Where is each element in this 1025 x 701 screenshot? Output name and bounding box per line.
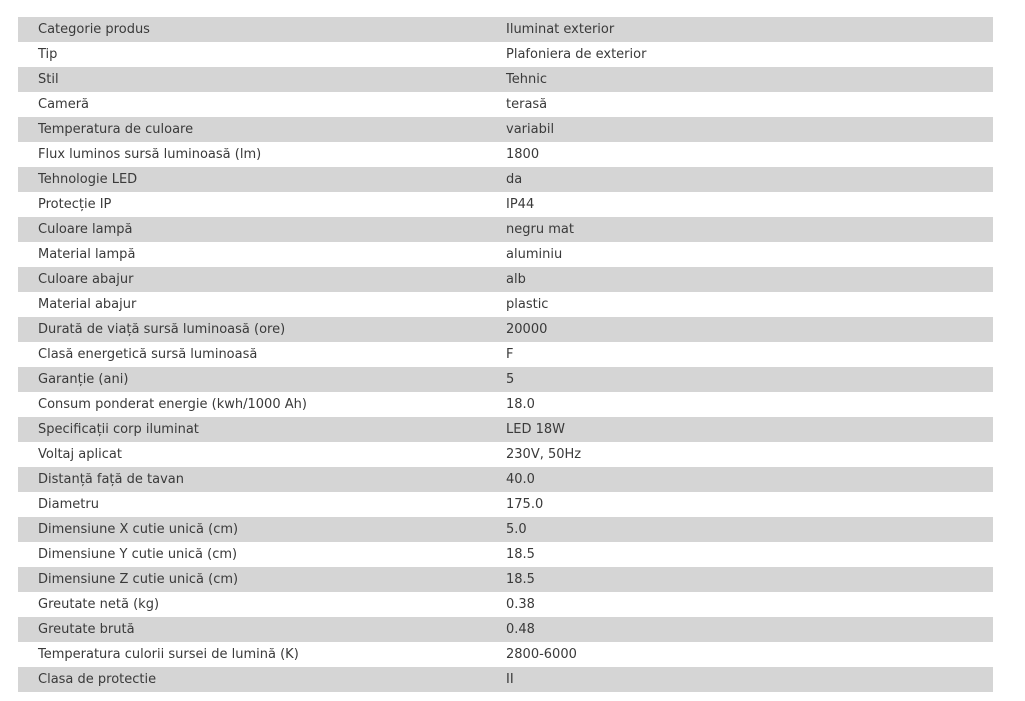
spec-label: Garanție (ani) bbox=[38, 372, 129, 387]
spec-row bbox=[18, 367, 993, 392]
spec-label: Greutate netă (kg) bbox=[38, 597, 160, 612]
spec-row bbox=[18, 342, 993, 367]
spec-label: Distanță față de tavan bbox=[38, 472, 184, 487]
spec-row bbox=[18, 167, 993, 192]
spec-row bbox=[18, 267, 993, 292]
spec-label: Clasa de protectie bbox=[38, 672, 157, 687]
spec-label: Specificații corp iluminat bbox=[38, 422, 199, 437]
spec-value: negru mat bbox=[506, 222, 574, 237]
spec-value: terasă bbox=[506, 97, 548, 112]
spec-value: variabil bbox=[506, 122, 555, 137]
spec-row bbox=[18, 542, 993, 567]
spec-row bbox=[18, 467, 993, 492]
spec-row bbox=[18, 117, 993, 142]
spec-label: Voltaj aplicat bbox=[38, 447, 122, 462]
spec-value: F bbox=[506, 347, 514, 362]
spec-value: alb bbox=[506, 272, 526, 287]
spec-row bbox=[18, 567, 993, 592]
spec-label: Dimensiune X cutie unică (cm) bbox=[38, 522, 239, 537]
spec-label: Stil bbox=[38, 72, 59, 87]
spec-value: LED 18W bbox=[506, 422, 565, 437]
spec-row bbox=[18, 317, 993, 342]
spec-value: 1800 bbox=[506, 147, 540, 162]
spec-label: Material lampă bbox=[38, 247, 136, 262]
spec-row bbox=[18, 242, 993, 267]
spec-row bbox=[18, 192, 993, 217]
spec-row bbox=[18, 142, 993, 167]
spec-value: 0.48 bbox=[506, 622, 535, 637]
spec-label: Flux luminos sursă luminoasă (lm) bbox=[38, 147, 262, 162]
spec-row bbox=[18, 592, 993, 617]
spec-label: Tip bbox=[38, 47, 58, 62]
spec-row bbox=[18, 42, 993, 67]
spec-label: Dimensiune Z cutie unică (cm) bbox=[38, 572, 239, 587]
spec-value: 0.38 bbox=[506, 597, 535, 612]
spec-label: Temperatura de culoare bbox=[38, 122, 194, 137]
spec-label: Diametru bbox=[38, 497, 99, 512]
spec-value: II bbox=[506, 672, 514, 687]
spec-label: Tehnologie LED bbox=[38, 172, 138, 187]
spec-value: 5.0 bbox=[506, 522, 527, 537]
spec-value: Plafoniera de exterior bbox=[506, 47, 647, 62]
spec-row bbox=[18, 392, 993, 417]
spec-row bbox=[18, 517, 993, 542]
spec-label: Material abajur bbox=[38, 297, 137, 312]
spec-label: Durată de viață sursă luminoasă (ore) bbox=[38, 322, 286, 337]
spec-value: 230V, 50Hz bbox=[506, 447, 582, 462]
spec-row bbox=[18, 642, 993, 667]
spec-label: Clasă energetică sursă luminoasă bbox=[38, 347, 258, 362]
spec-value: IP44 bbox=[506, 197, 535, 212]
spec-row bbox=[18, 217, 993, 242]
spec-label: Categorie produs bbox=[38, 22, 150, 37]
product-spec-table bbox=[18, 17, 993, 692]
spec-value: 18.5 bbox=[506, 572, 535, 587]
spec-value: 175.0 bbox=[506, 497, 544, 512]
spec-label: Culoare lampă bbox=[38, 222, 133, 237]
spec-value: 18.5 bbox=[506, 547, 535, 562]
spec-row bbox=[18, 492, 993, 517]
spec-label: Cameră bbox=[38, 97, 90, 112]
spec-value: Tehnic bbox=[506, 72, 547, 87]
spec-label: Greutate brută bbox=[38, 622, 135, 637]
spec-label: Culoare abajur bbox=[38, 272, 134, 287]
spec-label: Dimensiune Y cutie unică (cm) bbox=[38, 547, 238, 562]
spec-row bbox=[18, 617, 993, 642]
spec-value: 40.0 bbox=[506, 472, 535, 487]
spec-value: plastic bbox=[506, 297, 549, 312]
spec-row bbox=[18, 17, 993, 42]
spec-row bbox=[18, 667, 993, 692]
spec-row bbox=[18, 67, 993, 92]
spec-value: 5 bbox=[506, 372, 515, 387]
spec-value: aluminiu bbox=[506, 247, 563, 262]
spec-label: Protecție IP bbox=[38, 197, 112, 212]
spec-value: 18.0 bbox=[506, 397, 535, 412]
spec-value: 2800-6000 bbox=[506, 647, 577, 662]
spec-value: 20000 bbox=[506, 322, 548, 337]
spec-label: Consum ponderat energie (kwh/1000 Ah) bbox=[38, 397, 307, 412]
spec-row bbox=[18, 442, 993, 467]
spec-row bbox=[18, 292, 993, 317]
spec-value: da bbox=[506, 172, 523, 187]
spec-label: Temperatura culorii sursei de lumină (K) bbox=[38, 647, 299, 662]
spec-row bbox=[18, 417, 993, 442]
spec-value: Iluminat exterior bbox=[506, 22, 615, 37]
spec-row bbox=[18, 92, 993, 117]
